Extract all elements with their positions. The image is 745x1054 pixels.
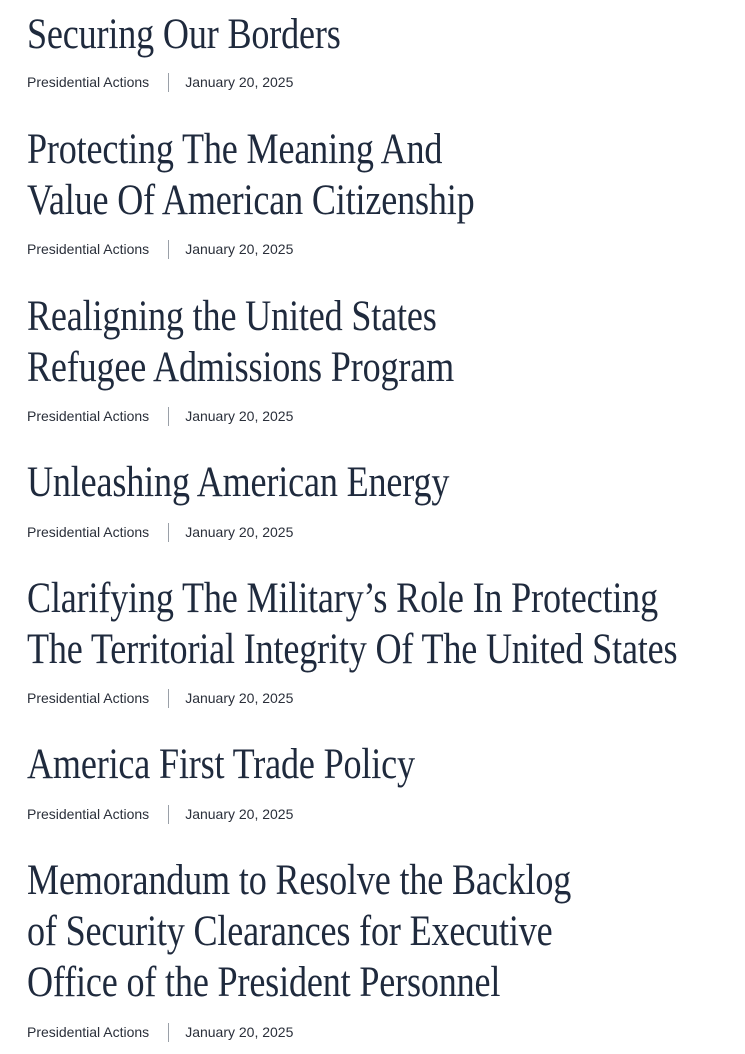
article-item <box>27 573 737 706</box>
article-title-line: Unleashing American Energy <box>27 459 450 506</box>
article-date: January 20, 2025 <box>185 806 294 822</box>
article-category-link[interactable]: Presidential Actions <box>27 74 150 90</box>
article-item <box>27 9 737 90</box>
article-item <box>27 855 737 1040</box>
article-meta <box>27 72 293 92</box>
article-item <box>27 291 737 424</box>
article-title-line: Clarifying The Military’s Role In Protecting <box>27 575 658 622</box>
meta-divider <box>168 689 169 708</box>
article-meta <box>27 1022 293 1042</box>
article-category-link[interactable]: Presidential Actions <box>27 524 150 540</box>
article-title-link[interactable] <box>27 291 737 393</box>
article-meta <box>27 239 293 259</box>
article-title-link[interactable] <box>27 9 737 60</box>
article-title-link[interactable] <box>27 573 737 675</box>
article-item <box>27 124 737 257</box>
article-date: January 20, 2025 <box>185 241 294 257</box>
article-category-link[interactable]: Presidential Actions <box>27 806 150 822</box>
article-title-link[interactable] <box>27 855 737 1008</box>
article-title-line: Realigning the United States <box>27 293 437 340</box>
meta-divider <box>168 1023 169 1042</box>
article-item <box>27 457 737 540</box>
article-meta <box>27 688 293 708</box>
meta-divider <box>168 240 169 259</box>
article-meta <box>27 406 293 426</box>
article-title-link[interactable] <box>27 124 737 226</box>
article-title-line: Office of the President Personnel <box>27 959 501 1006</box>
article-title-line: of Security Clearances for Executive <box>27 908 553 955</box>
article-meta <box>27 804 293 824</box>
meta-divider <box>168 407 169 426</box>
article-date: January 20, 2025 <box>185 74 294 90</box>
article-title-line: America First Trade Policy <box>27 741 415 788</box>
article-category-link[interactable]: Presidential Actions <box>27 690 150 706</box>
article-title-line: Memorandum to Resolve the Backlog <box>27 857 572 904</box>
article-meta <box>27 522 293 542</box>
article-title-line: Protecting The Meaning And <box>27 126 443 173</box>
article-date: January 20, 2025 <box>185 408 294 424</box>
article-title-line: The Territorial Integrity Of The United States <box>27 626 678 673</box>
article-item <box>27 739 737 822</box>
article-title-line: Refugee Admissions Program <box>27 344 455 391</box>
article-date: January 20, 2025 <box>185 524 294 540</box>
article-date: January 20, 2025 <box>185 1024 294 1040</box>
meta-divider <box>168 73 169 92</box>
article-category-link[interactable]: Presidential Actions <box>27 408 150 424</box>
article-title-link[interactable] <box>27 739 737 790</box>
article-title-line: Securing Our Borders <box>27 11 341 58</box>
meta-divider <box>168 523 169 542</box>
meta-divider <box>168 805 169 824</box>
article-title-link[interactable] <box>27 457 737 508</box>
article-title-line: Value Of American Citizenship <box>27 177 475 224</box>
article-category-link[interactable]: Presidential Actions <box>27 1024 150 1040</box>
article-date: January 20, 2025 <box>185 690 294 706</box>
article-category-link[interactable]: Presidential Actions <box>27 241 150 257</box>
